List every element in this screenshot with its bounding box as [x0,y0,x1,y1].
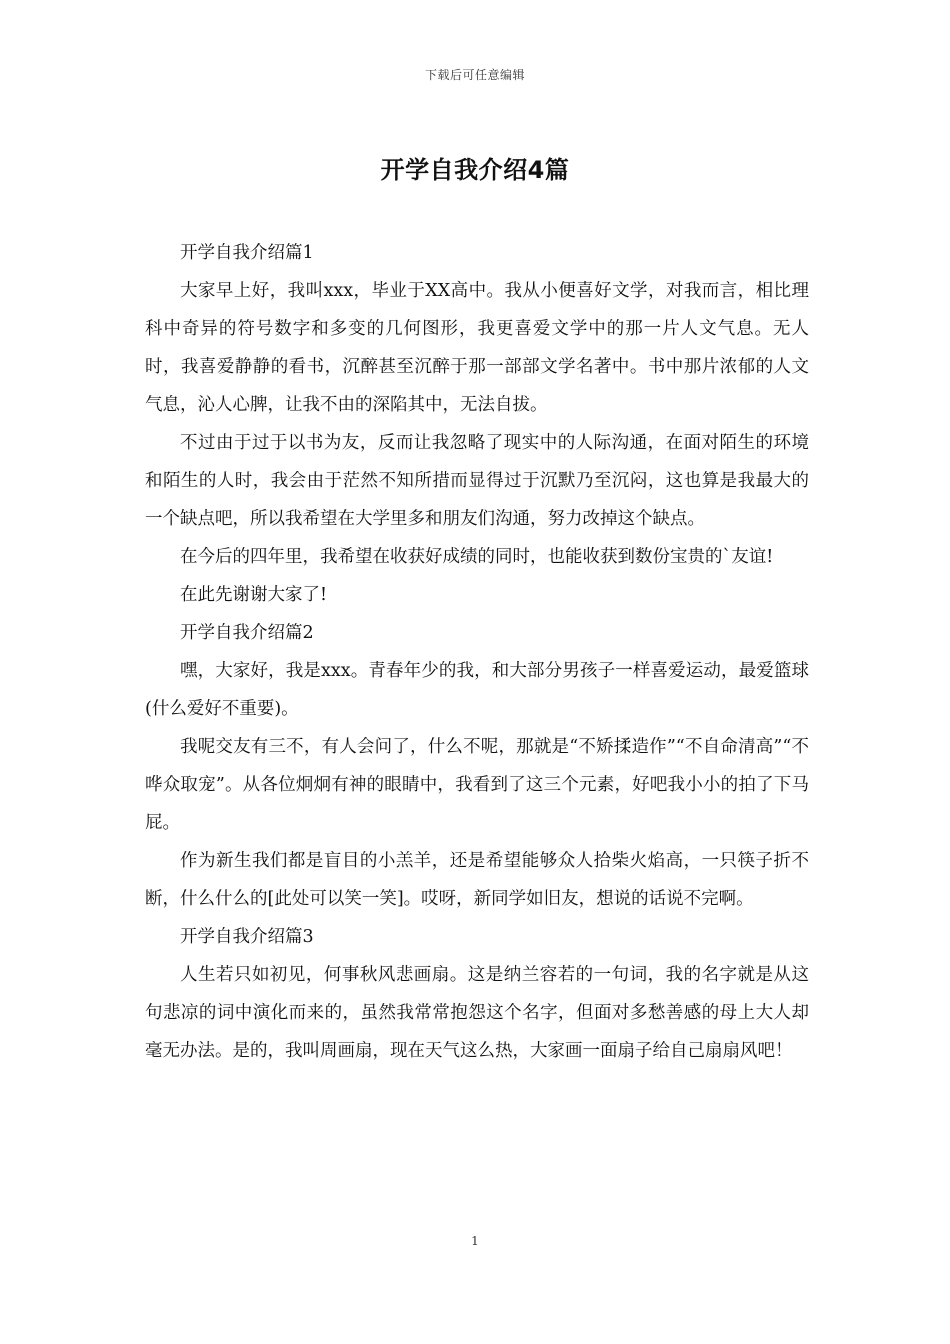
page-number: 1 [471,1234,479,1248]
body-paragraph: 作为新生我们都是盲目的小羔羊，还是希望能够众人拾柴火焰高，一只筷子折不断，什么什么的[此处可以笑一笑]。哎呀，新同学如旧友，想说的话说不完啊。 [145,851,809,909]
section-heading: 开学自我介绍篇1 [180,243,314,263]
body-paragraph: 人生若只如初见，何事秋风悲画扇。这是纳兰容若的一句词，我的名字就是从这句悲凉的词中演化而来的，虽然我常常抱怨这个名字，但面对多愁善感的母上大人却毫无办法。是的，我叫周画扇，现在天气这么热，大家画一面扇子给自己扇扇风吧！ [145,965,809,1061]
body-paragraph: 不过由于过于以书为友，反而让我忽略了现实中的人际沟通，在面对陌生的环境和陌生的人时，我会由于茫然不知所措而显得过于沉默乃至沉闷，这也算是我最大的一个缺点吧，所以我希望在大学里多和朋友们沟通，努力改掉这个缺点。 [145,433,809,529]
body-paragraph: 在此先谢谢大家了! [180,585,328,605]
body-paragraph: 在今后的四年里，我希望在收获好成绩的同时，也能收获到数份宝贵的`友谊! [180,547,774,567]
section-heading: 开学自我介绍篇2 [180,623,314,643]
body-paragraph: 我呢交友有三不，有人会问了，什么不呢，那就是“不矫揉造作”“不自命清高”“不哗众取宠”。从各位炯炯有神的眼睛中，我看到了这三个元素，好吧我小小的拍了下马屁。 [145,737,809,833]
document-title: 开学自我介绍4篇 [380,156,570,184]
document-body [145,234,809,1070]
body-paragraph: 嘿，大家好，我是xxx。青春年少的我，和大部分男孩子一样喜爱运动，最爱篮球(什么爱好不重要)。 [145,661,809,719]
body-paragraph: 大家早上好，我叫xxx，毕业于XX高中。我从小便喜好文学，对我而言，相比理科中奇异的符号数字和多变的几何图形，我更喜爱文学中的那一片人文气息。无人时，我喜爱静静的看书，沉醉甚至沉醉于那一部部文学名著中。书中那片浓郁的人文气息，沁人心脾，让我不由的深陷其中，无法自拔。 [145,281,809,415]
header-note: 下载后可任意编辑 [424,68,525,82]
section-heading: 开学自我介绍篇3 [180,927,314,947]
